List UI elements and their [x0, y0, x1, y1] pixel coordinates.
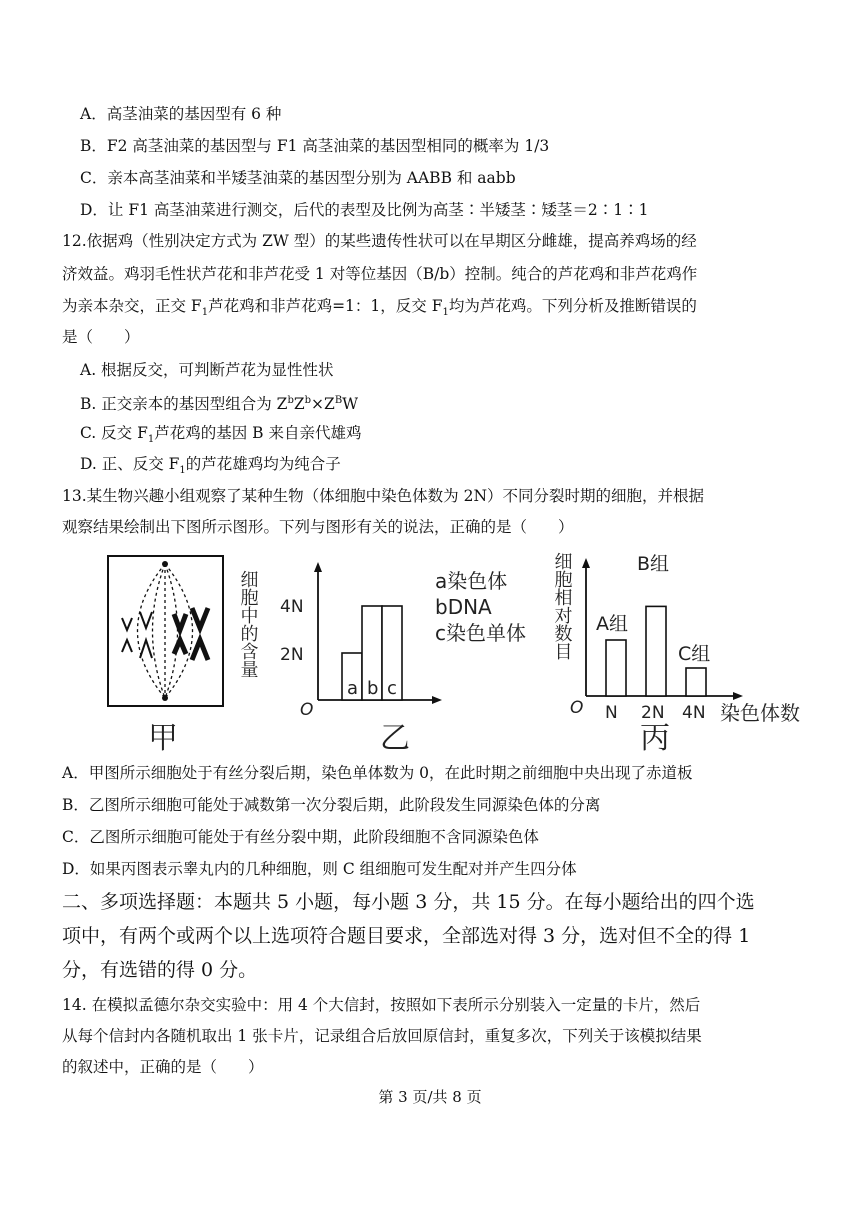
bing-y-axis-label: 细胞相对数目 [551, 552, 573, 660]
chromosome [192, 640, 208, 660]
chromosome [140, 612, 152, 628]
section2-line1: 二、多项选择题：本题共 5 小题，每小题 3 分，共 15 分。在每小题给出的四个选 [62, 891, 755, 913]
spindle-fiber [153, 564, 166, 698]
q11-option-c: C．亲本高茎油菜和半矮茎油菜的基因型分别为 AABB 和 aabb [80, 169, 516, 187]
figure-label-yi: 乙 [380, 721, 410, 756]
bing-bar-4N [686, 668, 706, 696]
bing-group-a-label: A组 [596, 613, 628, 635]
bing-x-axis-arrow [733, 692, 743, 700]
q13-option-c: C．乙图所示细胞可能处于有丝分裂中期，此阶段细胞不含同源染色体 [62, 828, 539, 846]
chromosome [174, 614, 186, 630]
page-footer: 第 3 页/共 8 页 [378, 1088, 482, 1106]
yi-bar-label-a: a [347, 678, 359, 699]
bing-bar-N [606, 640, 626, 696]
yi-y-axis-arrow [314, 562, 322, 572]
bing-x-tick-2n: 2N [641, 703, 665, 723]
q12-option-a: A. 根据反交，可判断芦花为显性性状 [80, 361, 334, 379]
q12-stem-line3: 为亲本杂交，正交 $F_1$芦花鸡和非芦花鸡=1：1，反交 $F_1$均为芦花鸡。下列分析及推断错误的 [62, 297, 697, 319]
q13-figure-svg [100, 548, 820, 758]
spindle-fiber [165, 564, 178, 698]
yi-tick-2n: 2N [280, 645, 304, 665]
figure-label-jia: 甲 [148, 721, 178, 756]
spindle-fiber [138, 564, 166, 698]
cell-diagram-jia [108, 556, 223, 756]
bing-group-c-label: C组 [678, 643, 711, 665]
bar-chart-bing [552, 552, 801, 756]
bing-bar-2N [646, 606, 666, 696]
yi-y-axis-label: 细胞中的含量 [237, 570, 259, 678]
bing-group-b-label: B组 [637, 553, 670, 575]
chromosome [192, 608, 208, 628]
q12-option-b: B. 正交亲本的基因型组合为 $Z^bZ^b\times Z^BW$ [80, 395, 359, 414]
chromosome [174, 640, 186, 654]
bing-origin: O [570, 698, 584, 718]
figure-label-bing: 丙 [640, 721, 670, 756]
chromosome [140, 640, 152, 658]
yi-legend-a: a染色体 [435, 569, 508, 593]
q12-stem-line4: 是（ ） [62, 328, 140, 346]
bar-chart-yi [238, 562, 527, 756]
q13-stem-line2: 观察结果绘制出下图所示图形。下列与图形有关的说法，正确的是（ ） [62, 518, 574, 536]
bing-x-tick-4n: 4N [682, 703, 706, 723]
q14-stem-line1: 14. 在模拟孟德尔杂交实验中：用 4 个大信封，按照如下表所示分别装入一定量的卡片，然后 [62, 996, 701, 1014]
chromosome [122, 640, 132, 652]
bing-x-tick-n: N [605, 703, 618, 723]
q11-option-b: B．F2 高茎油菜的基因型与 F1 高茎油菜的基因型相同的概率为 1/3 [80, 137, 550, 155]
q12-option-d: D. 正、反交 $F_1$的芦花雄鸡均为纯合子 [80, 455, 341, 477]
q11-option-a: A．高茎油菜的基因型有 6 种 [80, 105, 282, 123]
centrosome-top [162, 561, 168, 567]
yi-legend-b: bDNA [435, 595, 492, 619]
section2-line3: 分，有选错的得 0 分。 [62, 959, 258, 981]
chromosome [122, 618, 132, 630]
q11-option-d: D．让 F1 高茎油菜进行测交，后代的表型及比例为高茎∶半矮茎∶矮茎＝2∶1∶1 [80, 201, 649, 219]
q13-stem-line1: 13.某生物兴趣小组观察了某种生物（体细胞中染色体数为 2N）不同分裂时期的细胞，并根据 [62, 487, 705, 505]
yi-bar-label-b: b [367, 678, 379, 699]
yi-bar-label-c: c [387, 678, 397, 699]
q13-figure [100, 548, 820, 758]
bing-y-axis-arrow [582, 558, 590, 568]
bing-x-axis-label: 染色体数 [720, 701, 800, 725]
q13-option-a: A．甲图所示细胞处于有丝分裂后期，染色单体数为 0，在此时期之前细胞中央出现了赤道板 [62, 764, 693, 782]
q14-stem-line3: 的叙述中，正确的是（ ） [62, 1058, 264, 1076]
q13-option-b: B．乙图所示细胞可能处于减数第一次分裂后期，此阶段发生同源染色体的分离 [62, 796, 601, 814]
q12-stem-line1: 12.依据鸡（性别决定方式为 ZW 型）的某些遗传性状可以在早期区分雌雄，提高养鸡场的经 [62, 232, 697, 250]
yi-origin: O [300, 700, 314, 720]
yi-tick-4n: 4N [280, 597, 304, 617]
q13-option-d: D．如果丙图表示睾丸内的几种细胞，则 C 组细胞可发生配对并产生四分体 [62, 860, 577, 878]
q12-stem-line2: 济效益。鸡羽毛性状芦花和非芦花受 1 对等位基因（B/b）控制。纯合的芦花鸡和非芦花鸡作 [62, 265, 698, 283]
q14-stem-line2: 从每个信封内各随机取出 1 张卡片，记录组合后放回原信封，重复多次，下列关于该模拟结果 [62, 1027, 702, 1045]
section2-line2: 项中，有两个或两个以上选项符合题目要求，全部选对得 3 分，选对但不全的得 1 [62, 925, 751, 947]
centrosome-bottom [162, 695, 168, 701]
yi-bars [342, 606, 402, 700]
yi-x-axis-arrow [432, 696, 442, 704]
q12-option-c: C. 反交 $F_1$芦花鸡的基因 B 来自亲代雄鸡 [80, 424, 362, 446]
yi-legend-c: c染色单体 [435, 621, 526, 645]
